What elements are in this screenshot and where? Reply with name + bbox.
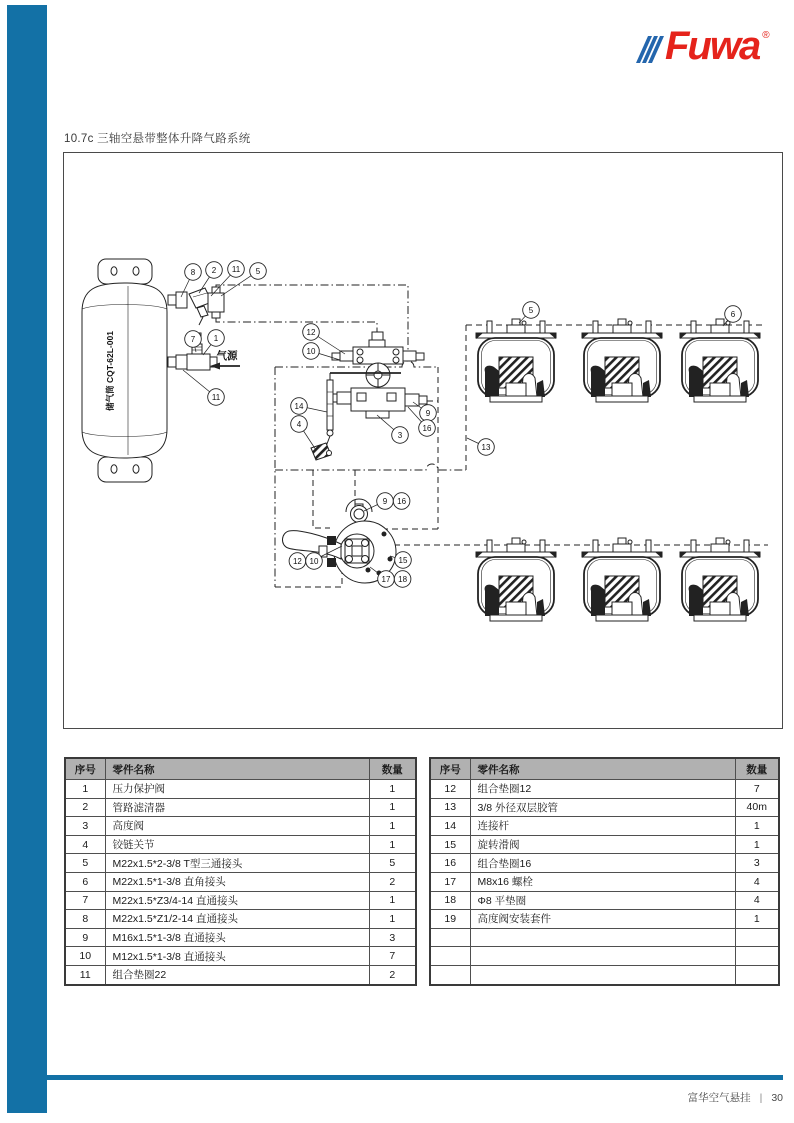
logo-wordmark: Fuwa [665,24,760,68]
col-header-name: 零件名称 [105,758,369,780]
svg-text:6: 6 [730,310,736,319]
col-header-no: 序号 [430,758,470,780]
air-spring-1 [476,319,556,402]
table-row: 8 M22x1.5*Z1/2-14 直通接头 1 [65,910,416,929]
footer-rule [44,1075,783,1080]
tank-model-label: 储气筒 CQT-62L-001 [105,331,115,411]
svg-text:16: 16 [397,497,407,506]
col-header-qty: 数量 [735,758,779,780]
table-header-row [65,758,416,780]
table-row: 19 高度阀安装套件 1 [430,910,779,929]
footer [688,1090,783,1105]
hinge-joint [311,443,332,460]
table-row [430,965,779,984]
callout-11b [183,370,224,405]
svg-text:10: 10 [306,347,316,356]
callout-9b [364,493,393,511]
table-row: 4 铰链关节 1 [65,835,416,854]
table-row [430,928,779,947]
air-spring-5 [582,538,662,621]
svg-text:2: 2 [211,266,217,275]
callout-4 [291,416,316,450]
svg-text:5: 5 [528,306,534,315]
callout-5b [519,302,539,323]
svg-text:9: 9 [425,409,431,418]
table-row: 1 压力保护阀 1 [65,780,416,799]
table-row [430,947,779,966]
parts-table-right [429,757,780,986]
section-title: 10.7c 三轴空悬带整体升降气路系统 [64,133,251,145]
svg-text:4: 4 [296,420,302,429]
table-row: 3 高度阀 1 [65,817,416,836]
diagram-frame [64,153,783,729]
svg-text:1: 1 [213,334,219,343]
callout-6 [723,306,741,326]
svg-text:10: 10 [309,557,319,566]
svg-text:12: 12 [292,557,302,566]
table-row: 10 M12x1.5*1-3/8 直通接头 7 [65,947,416,966]
svg-text:11: 11 [231,265,241,274]
callout-9a [413,402,436,421]
svg-text:3: 3 [397,431,403,440]
callout-18 [394,571,411,588]
table-header-row [430,758,779,780]
table-row: 5 M22x1.5*2-3/8 T型三通接头 5 [65,854,416,873]
col-header-no: 序号 [65,758,105,780]
table-row: 12 组合垫圈12 7 [430,780,779,799]
svg-text:气源: 气源 [216,350,238,362]
svg-text:7: 7 [190,335,196,344]
footer-separator: | [759,1091,763,1104]
svg-text:11: 11 [211,393,221,402]
table-row: 6 M22x1.5*1-3/8 直角接头 2 [65,872,416,891]
col-header-qty: 数量 [369,758,416,780]
table-row: 13 3/8 外径双层胶管 40m [430,798,779,817]
table-row: 18 Φ8 平垫圈 4 [430,891,779,910]
air-spring-2 [582,319,662,402]
col-header-name: 零件名称 [470,758,735,780]
svg-text:17: 17 [381,575,391,584]
svg-text:13: 13 [481,443,491,452]
svg-text:8: 8 [190,268,196,277]
table-row: 9 M16x1.5*1-3/8 直通接头 3 [65,928,416,947]
table-row: 17 M8x16 螺栓 4 [430,872,779,891]
connecting-rod [325,373,333,449]
table-row: 7 M22x1.5*Z3/4-14 直通接头 1 [65,891,416,910]
callout-3 [377,415,408,443]
registered-mark: ® [762,30,770,41]
table-row: 14 连接杆 1 [430,817,779,836]
height-control-valve [329,332,427,418]
callout-13 [467,438,494,455]
air-spring-4 [476,538,556,621]
table-row: 16 组合垫圈16 3 [430,854,779,873]
rotary-slide-valve [282,499,396,583]
footer-brand: 富华空气悬挂 [687,1092,751,1104]
callout-14 [291,398,327,415]
air-tank [82,259,167,482]
svg-text:16: 16 [422,424,432,433]
svg-text:14: 14 [294,402,304,411]
page-number: 30 [771,1091,783,1104]
parts-table-left [64,757,417,986]
table-row: 15 旋转滑阀 1 [430,835,779,854]
svg-text:9: 9 [382,497,388,506]
callout-16b [393,493,410,510]
air-spring-6 [680,538,760,621]
svg-text:18: 18 [398,575,408,584]
table-row: 11 组合垫圈22 2 [65,965,416,984]
table-row: 2 管路滤清器 1 [65,798,416,817]
callout-10b [306,553,323,570]
svg-text:12: 12 [306,328,316,337]
svg-text:5: 5 [255,267,261,276]
air-spring-3 [680,319,760,402]
svg-text:15: 15 [398,556,408,565]
